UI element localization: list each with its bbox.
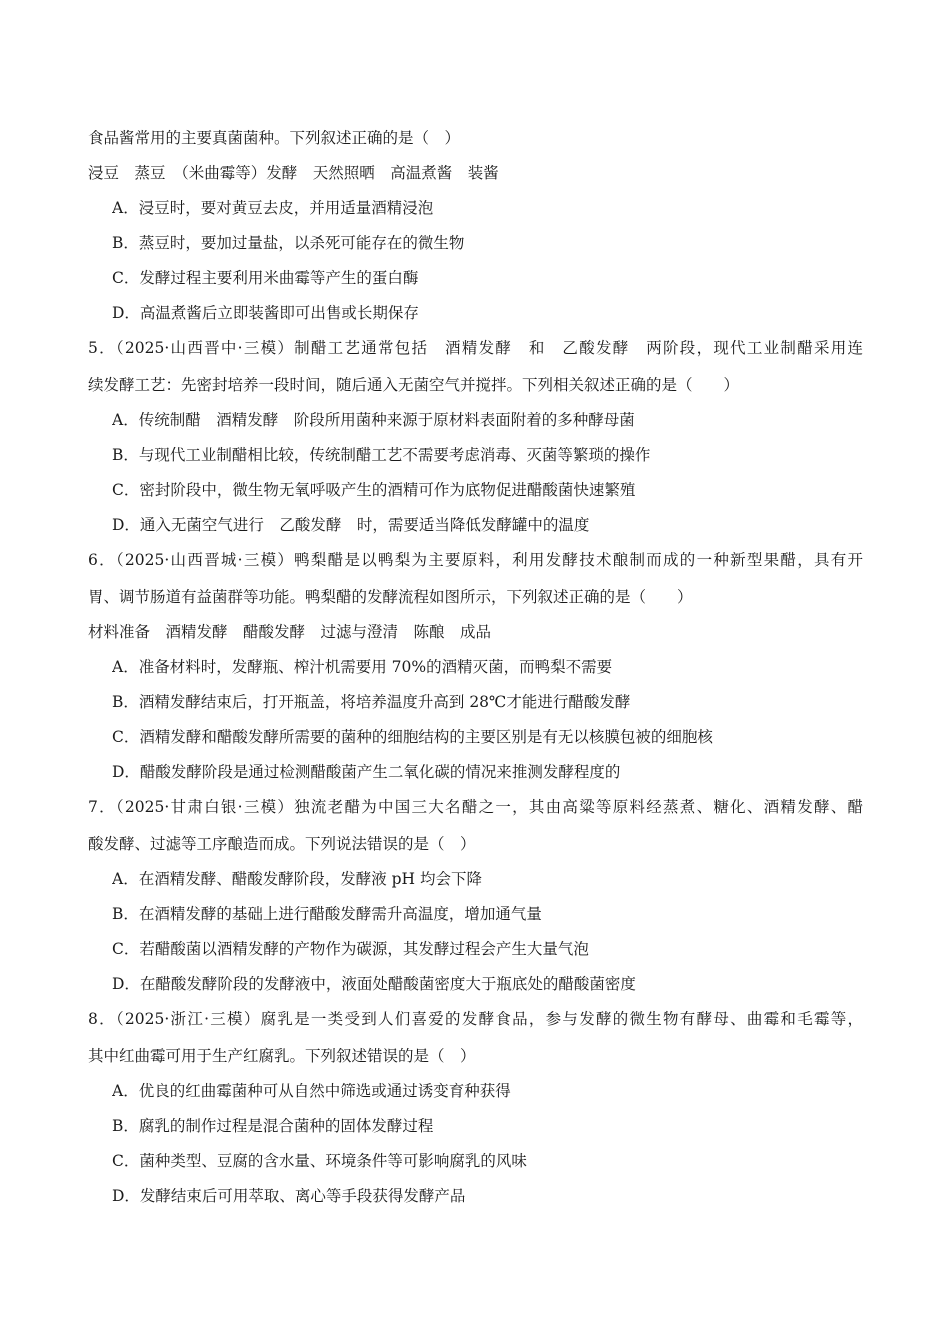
q4-option-c: C．发酵过程主要利用米曲霉等产生的蛋白酶 <box>112 269 419 287</box>
q5-stem-line1: 5．（2025·山西晋中·三模）制醋工艺通常包括 酒精发酵 和 乙酸发酵 两阶段，现代工业制醋采用连 <box>88 339 863 357</box>
q5-option-b: B．与现代工业制醋相比较，传统制醋工艺不需要考虑消毒、灭菌等繁琐的操作 <box>112 446 651 464</box>
q6-stem-line2: 胃、调节肠道有益菌群等功能。鸭梨醋的发酵流程如图所示，下列叙述正确的是（ ） <box>88 588 693 606</box>
q4-option-b: B．蒸豆时，要加过量盐，以杀死可能存在的微生物 <box>112 234 465 252</box>
q4-option-d: D．高温煮酱后立即装酱即可出售或长期保存 <box>112 304 419 322</box>
q8-option-d: D．发酵结束后可用萃取、离心等手段获得发酵产品 <box>112 1187 466 1205</box>
q6-stem-line1: 6．（2025·山西晋城·三模）鸭梨醋是以鸭梨为主要原料，利用发酵技术酿制而成的一种新型果醋，具有开 <box>88 551 863 569</box>
q5-option-a: A．传统制醋 酒精发酵 阶段所用菌种来源于原材料表面附着的多种酵母菌 <box>112 411 635 429</box>
q6-option-b: B．酒精发酵结束后，打开瓶盖，将培养温度升高到 28℃才能进行醋酸发酵 <box>112 693 631 711</box>
q7-stem-line1: 7．（2025·甘肃白银·三模）独流老醋为中国三大名醋之一，其由高粱等原料经蒸煮、糖化、酒精发酵、醋 <box>88 798 863 816</box>
q7-option-b: B．在酒精发酵的基础上进行醋酸发酵需升高温度，增加通气量 <box>112 905 542 923</box>
q6-process-flow: 材料准备 酒精发酵 醋酸发酵 过滤与澄清 陈酿 成品 <box>88 623 492 641</box>
q7-option-d: D．在醋酸发酵阶段的发酵液中，液面处醋酸菌密度大于瓶底处的醋酸菌密度 <box>112 975 636 993</box>
q5-option-c: C．密封阶段中，微生物无氧呼吸产生的酒精可作为底物促进醋酸菌快速繁殖 <box>112 481 636 499</box>
q8-stem-line2: 其中红曲霉可用于生产红腐乳。下列叙述错误的是（ ） <box>88 1047 476 1065</box>
q7-option-c: C．若醋酸菌以酒精发酵的产物作为碳源，其发酵过程会产生大量气泡 <box>112 940 589 958</box>
q6-option-c: C．酒精发酵和醋酸发酵所需要的菌种的细胞结构的主要区别是有无以核膜包被的细胞核 <box>112 728 713 746</box>
q4-stem-continued: 食品酱常用的主要真菌菌种。下列叙述正确的是（ ） <box>88 129 461 147</box>
q5-option-d: D．通入无菌空气进行 乙酸发酵 时，需要适当降低发酵罐中的温度 <box>112 516 590 534</box>
q4-process-flow: 浸豆 蒸豆 （米曲霉等）发酵 天然照晒 高温煮酱 装酱 <box>88 164 499 182</box>
q8-option-a: A．优良的红曲霉菌种可从自然中筛选或通过诱变育种获得 <box>112 1082 511 1100</box>
q6-option-a: A．准备材料时，发酵瓶、榨汁机需要用 70%的酒精灭菌，而鸭梨不需要 <box>112 658 613 676</box>
q6-option-d: D．醋酸发酵阶段是通过检测醋酸菌产生二氧化碳的情况来推测发酵程度的 <box>112 763 621 781</box>
q7-stem-line2: 酸发酵、过滤等工序酿造而成。下列说法错误的是（ ） <box>88 835 476 853</box>
q5-stem-line2: 续发酵工艺：先密封培养一段时间，随后通入无菌空气并搅拌。下列相关叙述正确的是（ ） <box>88 376 740 394</box>
q7-option-a: A．在酒精发酵、醋酸发酵阶段，发酵液 pH 均会下降 <box>112 870 482 888</box>
q8-stem-line1: 8．（2025·浙江·三模）腐乳是一类受到人们喜爱的发酵食品，参与发酵的微生物有酵母、曲霉和毛霉等， <box>88 1010 863 1028</box>
q4-option-a: A．浸豆时，要对黄豆去皮，并用适量酒精浸泡 <box>112 199 434 217</box>
q8-option-b: B．腐乳的制作过程是混合菌种的固体发酵过程 <box>112 1117 434 1135</box>
q8-option-c: C．菌种类型、豆腐的含水量、环境条件等可影响腐乳的风味 <box>112 1152 527 1170</box>
